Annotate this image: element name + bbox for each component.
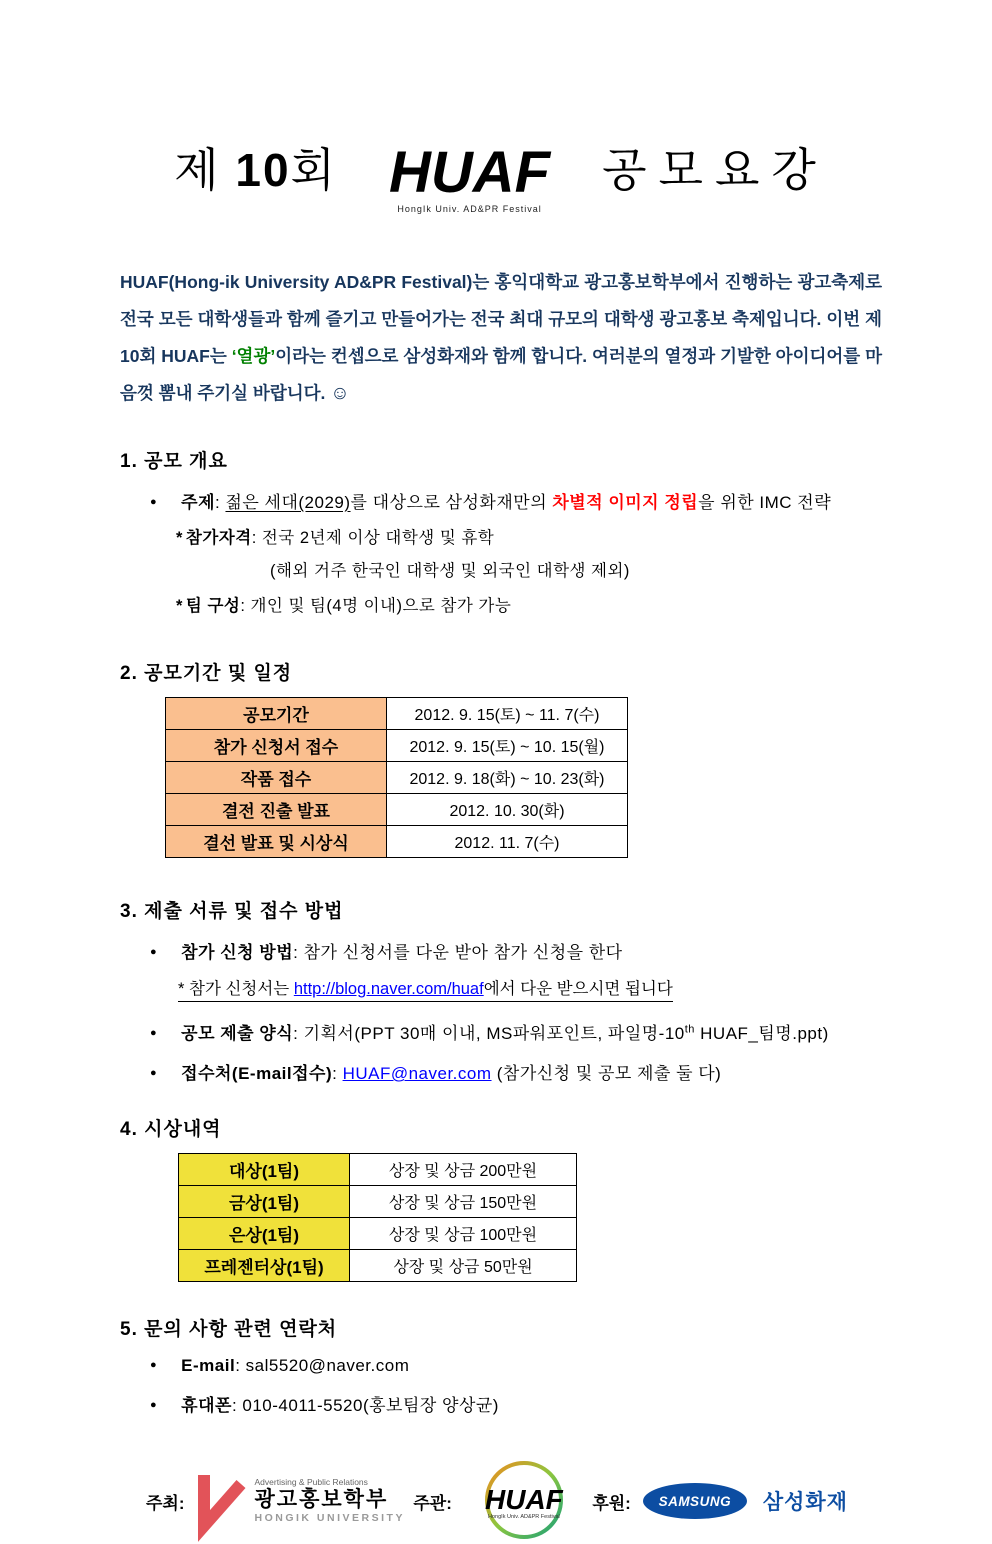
blog-link[interactable]: http://blog.naver.com/huaf (293, 980, 484, 998)
smiley-icon: ☺ (330, 383, 350, 404)
bullet-icon: ● (150, 946, 158, 958)
award-row-label: 은상(1팀) (179, 1218, 350, 1250)
eligibility-note: (해외 거주 한국인 대학생 및 외국인 대학생 제외) (270, 562, 630, 580)
download-note (178, 980, 673, 1002)
award-row-value: 상장 및 상금 50만원 (350, 1250, 577, 1282)
format-text (181, 1019, 829, 1044)
sponsor-label: 후원: (592, 1493, 631, 1513)
table-row (179, 1154, 577, 1186)
table-row (166, 698, 628, 730)
title-suffix: 공모요강 (602, 144, 828, 196)
samsung-oval-icon (643, 1483, 747, 1519)
award-row-label: 대상(1팀) (179, 1154, 350, 1186)
download-note-pre: * 참가 신청서는 (178, 980, 294, 998)
submit-line (150, 1059, 882, 1084)
bullet-icon: ● (150, 1027, 158, 1039)
submit-sep: : (332, 1064, 343, 1083)
footer-logos (120, 1458, 882, 1544)
intro-paragraph (120, 264, 882, 412)
format-line (150, 1019, 882, 1044)
schedule-row-label: 결전 진출 발표 (166, 794, 387, 826)
schedule-row-value: 2012. 9. 18(화) ~ 10. 23(화) (387, 762, 628, 794)
contact-phone-label: 휴대폰 (181, 1396, 232, 1415)
topic-red-emphasis: 차별적 이미지 정립 (552, 493, 699, 512)
schedule-row-value: 2012. 10. 30(화) (387, 794, 628, 826)
topic-sep: : (215, 493, 226, 512)
host-department-name: 광고홍보학부 (254, 1487, 389, 1511)
award-row-label: 프레젠터상(1팀) (179, 1250, 350, 1282)
schedule-row-label: 참가 신청서 접수 (166, 730, 387, 762)
topic-tail: 을 위한 IMC 전략 (698, 493, 832, 512)
intro-bold-10th-huaf: 제 10회 HUAF (120, 309, 882, 366)
table-row (179, 1218, 577, 1250)
intro-concept-highlight: ‘열광’ (231, 346, 276, 366)
table-row (166, 794, 628, 826)
table-row (166, 762, 628, 794)
bullet-icon: ● (150, 1067, 158, 1079)
contact-email-line (150, 1356, 882, 1376)
host-group (146, 1470, 405, 1532)
huaf-logo (388, 140, 551, 214)
schedule-row-value: 2012. 9. 15(토) ~ 10. 15(월) (387, 730, 628, 762)
submit-post: (참가신청 및 공모 제출 둘 다) (491, 1064, 722, 1083)
host-label: 주최: (146, 1493, 185, 1513)
bullet-icon: ● (150, 496, 158, 508)
topic-label: 주제 (181, 493, 216, 512)
schedule-table (165, 697, 628, 858)
team-label: 팀 구성 (185, 597, 241, 615)
huaf-ring-logo (464, 1458, 584, 1544)
contact-phone-text (181, 1391, 499, 1416)
apply-method-desc: : 참가 신청서를 다운 받아 참가 신청을 한다 (293, 943, 623, 962)
section3-heading: 3. 제출 서류 및 접수 방법 (120, 901, 344, 922)
schedule-row-value: 2012. 9. 15(토) ~ 11. 7(수) (387, 698, 628, 730)
topic-mid: 를 대상으로 삼성화재만의 (350, 493, 553, 512)
table-row (166, 826, 628, 858)
contact-phone-line (150, 1391, 882, 1416)
award-row-label: 금상(1팀) (179, 1186, 350, 1218)
format-desc-pre: : 기획서(PPT 30매 이내, MS파워포인트, 파일명-10 (293, 1024, 685, 1043)
sponsor-company-name: 삼성화재 (762, 1491, 848, 1514)
schedule-row-label: 공모기간 (166, 698, 387, 730)
team-text: : 개인 및 팀(4명 이내)으로 참가 가능 (240, 597, 512, 615)
eligibility-line (176, 524, 882, 548)
download-note-post: 에서 다운 받으시면 됩니다 (483, 980, 673, 998)
format-superscript: th (684, 1023, 695, 1036)
organizer-label: 주관: (413, 1493, 452, 1513)
download-note-line (178, 975, 882, 999)
title-prefix (174, 138, 337, 202)
host-logo-text (255, 1478, 405, 1524)
table-row (179, 1250, 577, 1282)
contact-email-value: : sal5520@naver.com (235, 1356, 410, 1375)
submit-label: 접수처(E-mail접수) (181, 1064, 333, 1083)
awards-table (178, 1153, 577, 1282)
contact-email-label: E-mail (181, 1356, 236, 1375)
award-row-value: 상장 및 상금 150만원 (350, 1186, 577, 1218)
host-caption-top: Advertising & Public Relations (254, 1477, 368, 1488)
intro-seg1: 는 홍익대학교 광고홍보학부에서 진행하는 광고축제로 전국 모든 대학생들과 함께 즐기고 만들어가는 전국 최대 규모의 대학생 광고홍보 축제입니다. 이번 (120, 272, 883, 329)
format-desc-post: HUAF_팀명.ppt) (694, 1024, 829, 1043)
document-title (120, 138, 882, 214)
eligibility-text: : 전국 2년제 이상 대학생 및 휴학 (251, 529, 495, 547)
samsung-wordmark: SAMSUNG (658, 1493, 732, 1509)
section4-heading: 4. 시상내역 (120, 1119, 222, 1140)
hongik-arrow-icon (195, 1470, 249, 1532)
intro-seg3: 이라는 컨셉으로 삼성화재와 함께 합니다. 여러분의 열정과 기발한 아이디어를 마음껏 뽐내 주기실 바랍니다. (120, 346, 882, 403)
host-caption-bottom: HONGIK UNIVERSITY (254, 1511, 405, 1524)
apply-method-line (150, 938, 882, 963)
table-row (179, 1186, 577, 1218)
contact-email-text (181, 1356, 409, 1376)
schedule-row-label: 작품 접수 (166, 762, 387, 794)
asterisk-icon: * (176, 529, 183, 547)
asterisk-icon: * (176, 597, 183, 615)
table-row (166, 730, 628, 762)
huaf-logo-caption: HongIk Univ. AD&PR Festival (397, 204, 542, 214)
schedule-row-value: 2012. 11. 7(수) (387, 826, 628, 858)
bullet-icon: ● (150, 1399, 158, 1411)
topic-underlined-target: 젊은 세대(2029) (225, 493, 351, 512)
schedule-row-label: 결선 발표 및 시상식 (166, 826, 387, 858)
team-line (176, 592, 882, 616)
apply-method-label: 참가 신청 방법 (181, 943, 294, 962)
section2-heading: 2. 공모기간 및 일정 (120, 663, 293, 684)
contact-phone-value: : 010-4011-5520(홍보팀장 양상균) (231, 1396, 499, 1415)
organizer-wordmark: HUAF (485, 1484, 563, 1515)
section1-heading: 1. 공모 개요 (120, 451, 228, 472)
submit-text (181, 1059, 721, 1084)
organizer-caption: HongIk Univ. AD&PR Festival (488, 1514, 560, 1520)
award-row-value: 상장 및 상금 100만원 (350, 1218, 577, 1250)
huaf-logo-wordmark: HUAF (388, 140, 551, 205)
topic-text (181, 488, 831, 513)
intro-seg2: 는 (209, 346, 232, 366)
intro-lead-bold: HUAF(Hong-ik University AD&PR Festival) (120, 272, 473, 292)
award-row-value: 상장 및 상금 200만원 (350, 1154, 577, 1186)
topic-line (150, 488, 882, 513)
eligibility-label: 참가자격 (185, 529, 252, 547)
title-prefix-b: 회 (290, 144, 337, 196)
organizer-group (413, 1458, 584, 1544)
email-link[interactable]: HUAF@naver.com (342, 1064, 492, 1083)
sponsor-group (592, 1483, 848, 1519)
section5-heading: 5. 문의 사항 관련 연락처 (120, 1319, 338, 1340)
title-prefix-a: 제 (174, 144, 236, 196)
format-label: 공모 제출 양식 (181, 1024, 294, 1043)
apply-method-text (181, 938, 622, 963)
bullet-icon: ● (150, 1359, 158, 1371)
title-prefix-number: 10 (235, 144, 291, 196)
hongik-adpr-logo (195, 1470, 405, 1532)
